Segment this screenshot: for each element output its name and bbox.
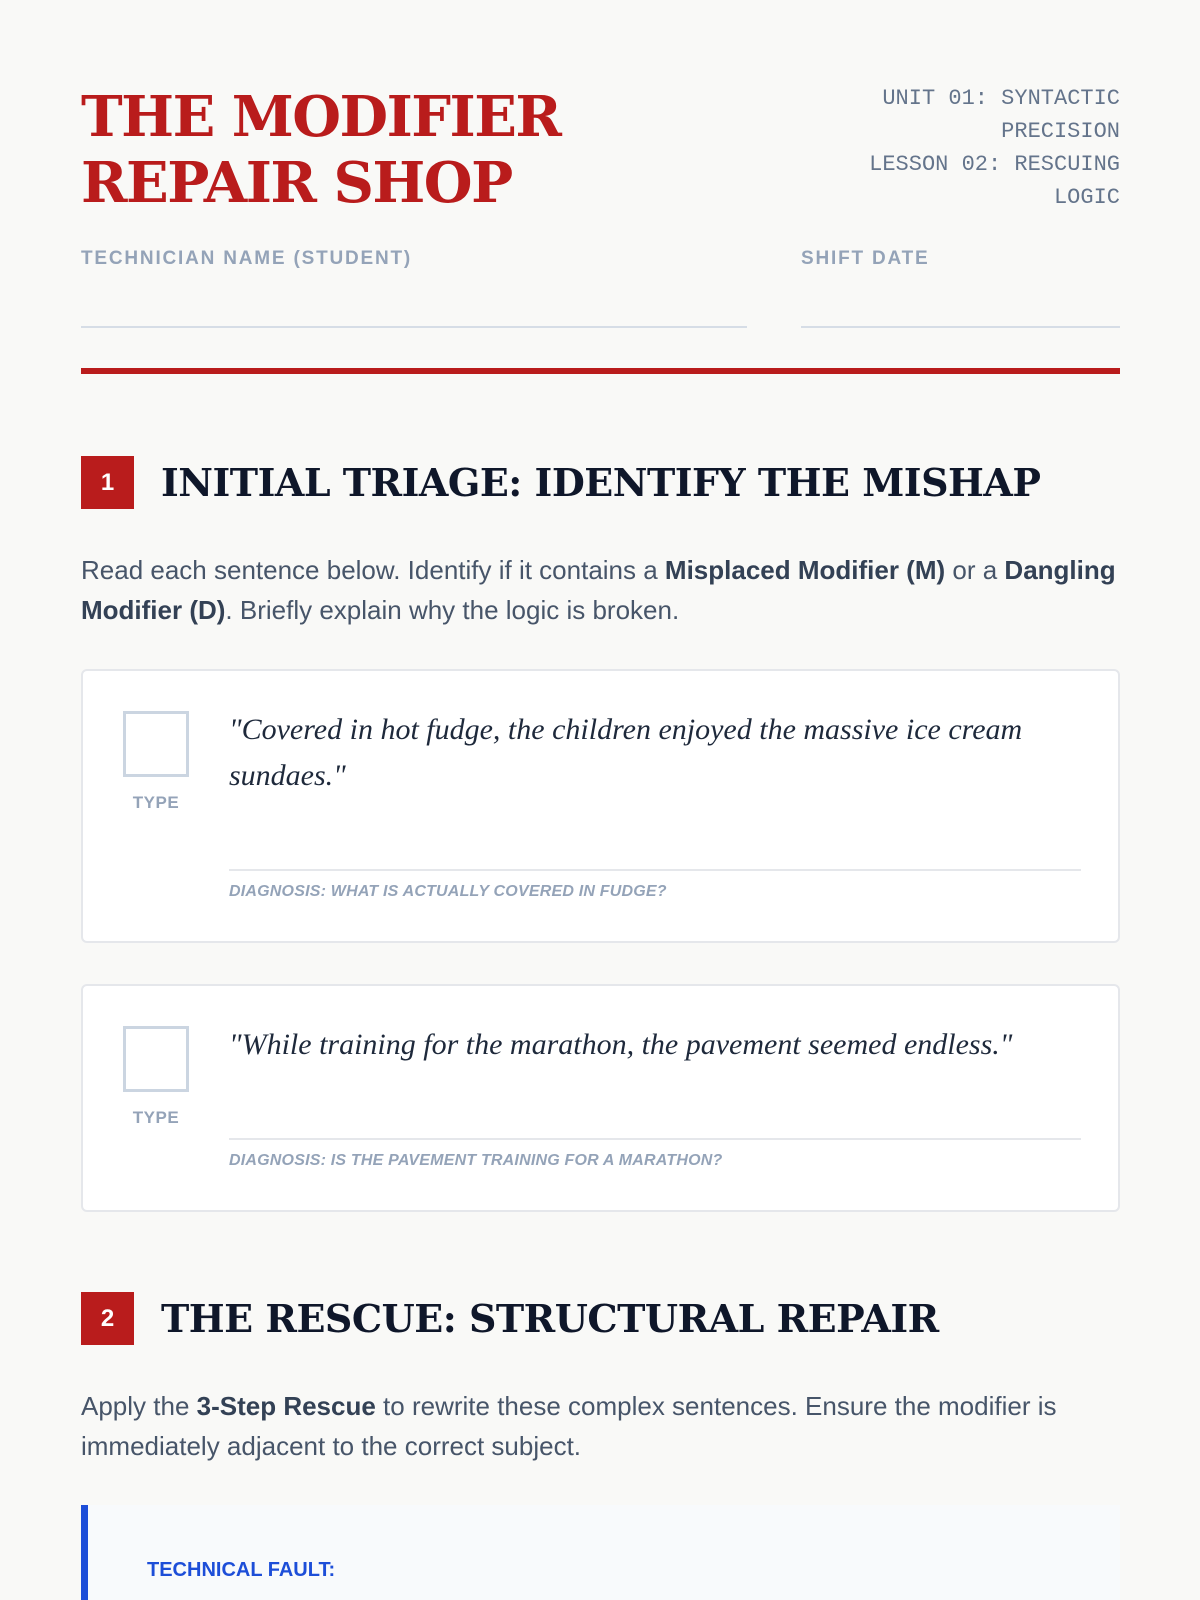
- diagnosis-prompt: DIAGNOSIS: IS THE PAVEMENT TRAINING FOR A MARATHON?: [229, 1152, 723, 1169]
- unit-label: UNIT 01: SYNTACTIC PRECISION: [882, 86, 1120, 144]
- type-answer-box[interactable]: [123, 1026, 189, 1092]
- page-title: THE MODIFIER REPAIR SHOP: [81, 84, 561, 216]
- unit-info: [800, 82, 1120, 214]
- triage-sentence: "Covered in hot fudge, the children enjoyed the massive ice cream sundaes.": [229, 713, 1023, 792]
- technical-fault-block: [81, 1505, 1120, 1600]
- worksheet-header: [81, 80, 1120, 230]
- section-1-title: INITIAL TRIAGE: IDENTIFY THE MISHAP: [161, 460, 1041, 505]
- instruction-text: to rewrite these complex sentences. Ensure the modifier is immediately adjacent to the correct subject.: [81, 1391, 1057, 1461]
- triage-card-2: [81, 984, 1120, 1212]
- section-2-instructions: [81, 1386, 1120, 1466]
- diagnosis-answer-line[interactable]: [229, 1138, 1081, 1140]
- section-1-heading: [81, 456, 1120, 510]
- triage-sentence: "While training for the marathon, the pavement seemed endless.": [229, 1028, 1013, 1061]
- instruction-text: or a: [945, 555, 1005, 585]
- student-fields: [81, 248, 1120, 328]
- diagnosis-answer-line[interactable]: [229, 869, 1081, 871]
- technician-name-label: TECHNICIAN NAME (STUDENT): [81, 248, 413, 269]
- section-2-number: 2: [81, 1292, 134, 1345]
- three-step-rescue-term: 3-Step Rescue: [196, 1391, 376, 1421]
- type-label: TYPE: [132, 793, 180, 812]
- type-label: TYPE: [132, 1108, 180, 1127]
- shift-date-field[interactable]: [801, 326, 1120, 328]
- lesson-label: LESSON 02: RESCUING LOGIC: [869, 152, 1120, 210]
- section-1-instructions: [81, 550, 1120, 630]
- instruction-text: Read each sentence below. Identify if it contains a: [81, 555, 665, 585]
- header-divider: [81, 368, 1120, 374]
- technical-fault-label: TECHNICAL FAULT:: [147, 1559, 336, 1581]
- section-2-heading: [81, 1292, 1120, 1346]
- triage-card-1: [81, 669, 1120, 943]
- section-1-number: 1: [81, 456, 134, 509]
- section-2-title: THE RESCUE: STRUCTURAL REPAIR: [161, 1296, 939, 1341]
- shift-date-label: SHIFT DATE: [801, 248, 930, 269]
- instruction-text: Apply the: [81, 1391, 197, 1421]
- technician-name-field[interactable]: [81, 326, 747, 328]
- dangling-modifier-term: Dangling Modifier (D): [81, 555, 1116, 625]
- misplaced-modifier-term: Misplaced Modifier (M): [664, 555, 946, 585]
- instruction-text: . Briefly explain why the logic is broken.: [225, 595, 680, 625]
- diagnosis-prompt: DIAGNOSIS: WHAT IS ACTUALLY COVERED IN FUDGE?: [229, 883, 667, 900]
- type-answer-box[interactable]: [123, 711, 189, 777]
